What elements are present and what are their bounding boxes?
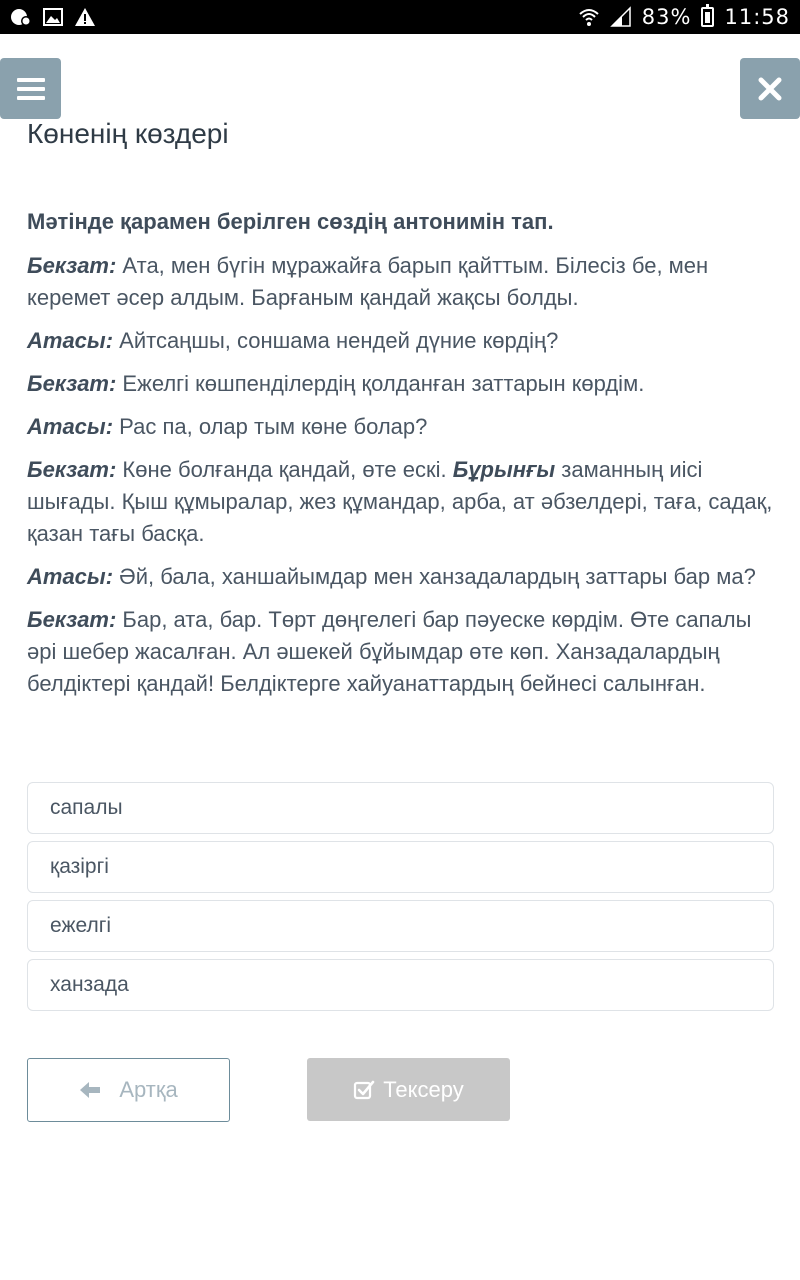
warning-icon — [74, 6, 96, 28]
speaker-name: Бекзат: — [27, 371, 117, 396]
speaker-name: Атасы: — [27, 564, 114, 589]
answer-options — [27, 782, 774, 1018]
question-instruction: Мәтінде қарамен берілген сөздің антонимін тап. — [27, 209, 554, 234]
arrow-left-icon — [79, 1081, 101, 1099]
menu-button[interactable] — [0, 58, 61, 119]
check-button[interactable] — [307, 1058, 510, 1121]
dialogue-line — [27, 250, 775, 314]
dialogue-line — [27, 604, 775, 700]
back-button[interactable] — [27, 1058, 230, 1122]
dialogue-text: Рас па, олар тым көне болар? — [113, 414, 428, 439]
close-button[interactable] — [740, 58, 800, 119]
check-button-label: Тексеру — [383, 1076, 464, 1102]
answer-option[interactable]: қазіргі — [27, 841, 774, 893]
image-icon — [42, 6, 64, 28]
clock: 11:58 — [724, 5, 790, 29]
speaker-name: Бекзат: — [27, 607, 117, 632]
close-icon — [758, 77, 782, 101]
dialogue-text: Көне болғанда қандай, өте ескі. — [116, 457, 453, 482]
dialogue-line — [27, 325, 775, 357]
dialogue-line — [27, 454, 775, 550]
speaker-name: Бекзат: — [27, 457, 117, 482]
question-content — [27, 206, 775, 711]
back-button-label: Артқа — [119, 1077, 178, 1102]
status-bar — [0, 0, 800, 34]
answer-option[interactable]: ханзада — [27, 959, 774, 1011]
notification-icon — [10, 6, 32, 28]
speaker-name: Атасы: — [27, 414, 114, 439]
wifi-icon — [578, 6, 600, 28]
speaker-name: Бекзат: — [27, 253, 117, 278]
dialogue-text: Айтсаңшы, соншама нендей дүние көрдің? — [113, 328, 559, 353]
dialogue-text: Бар, ата, бар. Төрт дөңгелегі бар пәуеске көрдім. Өте сапалы әрі шебер жасалған. Ал әшекей бұйымдар өте көп. Ханзадалардың белдіктері қандай! Белдіктерге хайуанаттардың бейнесі салынған. — [27, 607, 752, 696]
dialogue-text: Ежелгі көшпенділердің қолданған заттарын көрдім. — [116, 371, 645, 396]
page-title: Көненің көздері — [27, 118, 229, 149]
status-left-icons — [10, 6, 96, 28]
dialogue-line — [27, 411, 775, 443]
answer-option[interactable]: ежелгі — [27, 900, 774, 952]
highlighted-word: Бұрынғы — [452, 457, 556, 482]
speaker-name: Атасы: — [27, 328, 114, 353]
dialogue-line — [27, 561, 775, 593]
battery-icon — [701, 7, 714, 27]
battery-percent: 83% — [641, 5, 692, 29]
menu-icon — [16, 76, 46, 102]
answer-option[interactable]: сапалы — [27, 782, 774, 834]
status-right-icons — [578, 5, 790, 29]
signal-icon — [610, 6, 632, 28]
dialogue-text: Ата, мен бүгін мұражайға барып қайттым. Білесіз бе, мен керемет әсер алдым. Барғаным қандай жақсы болды. — [27, 253, 709, 310]
dialogue-line — [27, 368, 775, 400]
dialogue-text: заманның иісі шығады. Қыш құмыралар, жез құмандар, арба, ат әбзелдері, таға, садақ, қазан тағы басқа. — [27, 457, 773, 546]
checkbox-icon — [353, 1079, 375, 1101]
dialogue-text: Әй, бала, ханшайымдар мен ханзадалардың заттары бар ма? — [113, 564, 756, 589]
